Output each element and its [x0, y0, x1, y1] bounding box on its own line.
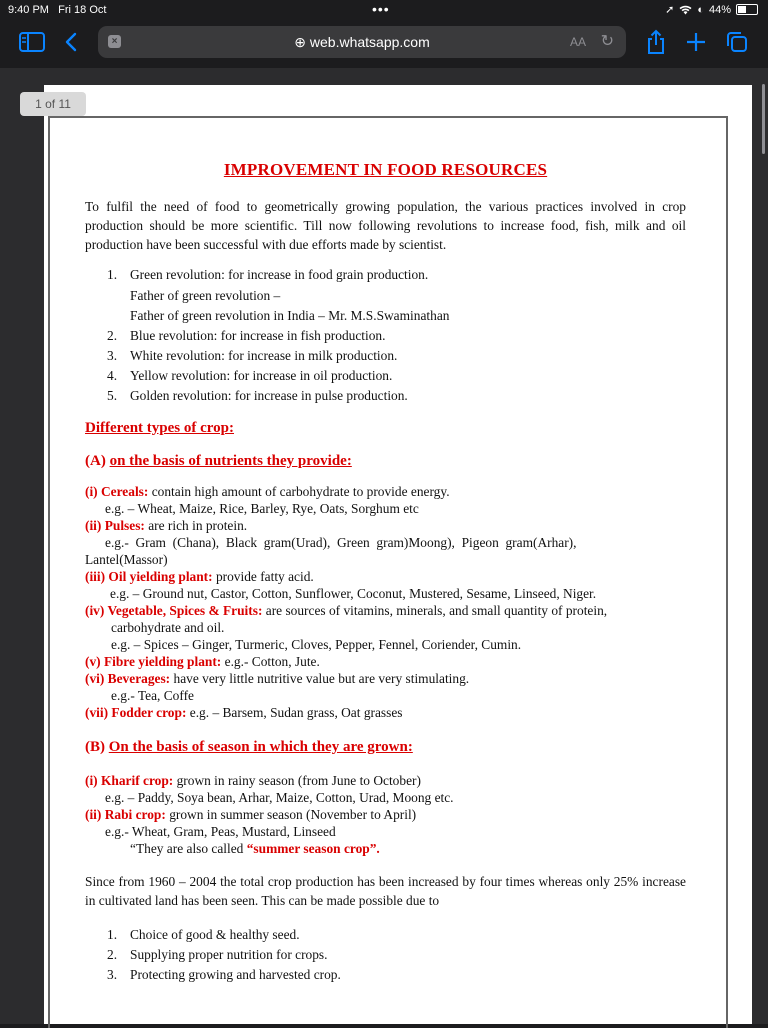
address-bar[interactable]	[98, 26, 626, 58]
intro-paragraph: To fulfil the need of food to geometrically growing population, the various practices involved in crop production should be more scientific. Till now following revolutions to increase food, fish, milk and oil production have been successful with due efforts made by scientist.	[85, 198, 686, 252]
sidebar-icon[interactable]	[19, 32, 45, 52]
list-item: 5. Golden revolution: for increase in pulse production.	[107, 388, 408, 403]
fodder-line: (vii) Fodder crop: e.g. – Barsem, Sudan grass, Oat grasses	[85, 705, 403, 720]
beverages-example: e.g.- Tea, Coffe	[111, 688, 194, 703]
rabi-line: (ii) Rabi crop: grown in summer season (November to April)	[85, 806, 417, 822]
fibre-line: (v) Fibre yielding plant: e.g.- Cotton, Jute.	[85, 654, 320, 669]
battery-percent: 44%	[708, 3, 731, 16]
back-icon[interactable]	[64, 32, 78, 52]
scrollbar[interactable]	[762, 84, 765, 154]
doc-title: IMPROVEMENT IN FOOD RESOURCES	[223, 160, 548, 179]
cereals-example: e.g. – Wheat, Maize, Rice, Barley, Rye, Oats, Sorghum etc	[105, 501, 419, 516]
reasons-list	[85, 925, 686, 985]
beverages-line: (vi) Beverages: have very little nutritive value but are very stimulating.	[85, 671, 470, 686]
location-icon: ➚	[665, 4, 675, 16]
veg-example: e.g. – Spices – Ginger, Turmeric, Cloves, Pepper, Fennel, Coriender, Cumin.	[111, 637, 522, 652]
rabi-note: “They are also called “summer season crop”.	[130, 840, 380, 856]
wifi-icon	[679, 5, 692, 15]
document-content	[85, 162, 686, 985]
pulses-example: e.g.- Gram (Chana), Black gram(Urad), Green gram)Moong), Pigeon gram(Arhar),	[105, 535, 577, 550]
pulses-example-cont: Lantel(Massor)	[85, 552, 168, 567]
tabs-overview-icon[interactable]	[726, 31, 748, 53]
revolutions-list	[85, 267, 686, 284]
globe-icon: ⊕	[294, 34, 306, 50]
pulses-line: (ii) Pulses: are rich in protein.	[85, 518, 248, 533]
page-indicator: 1 of 11	[20, 92, 86, 116]
section-b-heading: (B) On the basis of season in which they are grown:	[85, 739, 413, 755]
oil-example: e.g. – Ground nut, Castor, Cotton, Sunflower, Coconut, Mustered, Sesame, Linseed, Niger.	[110, 586, 597, 601]
text-size-button[interactable]: AA	[569, 35, 586, 49]
status-time: 9:40 PM Fri 18 Oct	[8, 4, 107, 16]
season-list	[85, 772, 686, 857]
reload-icon[interactable]: ↻	[600, 33, 614, 50]
status-bar	[0, 0, 768, 20]
kharif-example: e.g. – Paddy, Soya bean, Arhar, Maize, Cotton, Urad, Moong etc.	[105, 789, 454, 805]
list-item: 3. Protecting growing and harvested crop.	[107, 966, 341, 982]
share-icon[interactable]	[646, 29, 666, 55]
multitasking-dots[interactable]: •••	[372, 1, 390, 17]
status-right	[665, 3, 758, 16]
list-item: 1. Choice of good & healthy seed.	[107, 926, 300, 942]
list-item: 2. Blue revolution: for increase in fish production.	[107, 328, 386, 343]
crop-types-heading: Different types of crop:	[85, 420, 234, 436]
rev-1-sub1: Father of green revolution –	[130, 288, 281, 303]
rev-1-sub2: Father of green revolution in India – Mr. M.S.Swaminathan	[130, 308, 450, 323]
url-text[interactable]: ⊕ web.whatsapp.com	[294, 34, 430, 50]
veg-line: (iv) Vegetable, Spices & Fruits: are sources of vitamins, minerals, and small quantity of protein,	[85, 603, 608, 618]
rabi-example: e.g.- Wheat, Gram, Peas, Mustard, Linseed	[105, 823, 336, 839]
close-tab-icon[interactable]: ×	[108, 35, 121, 48]
battery-icon	[736, 4, 758, 15]
section-a-heading: (A) on the basis of nutrients they provide:	[85, 452, 352, 469]
list-item: 3. White revolution: for increase in milk production.	[107, 348, 398, 363]
browser-toolbar	[0, 20, 768, 68]
list-item: 4. Yellow revolution: for increase in oil production.	[107, 368, 393, 383]
revolutions-list-cont	[85, 326, 686, 406]
cereals-line: (i) Cereals: contain high amount of carbohydrate to provide energy.	[85, 484, 450, 499]
oil-line: (iii) Oil yielding plant: provide fatty acid.	[85, 569, 314, 584]
veg-line-cont: carbohydrate and oil.	[111, 620, 225, 635]
nutrients-list	[85, 483, 686, 721]
list-item: 2. Supplying proper nutrition for crops.	[107, 946, 328, 962]
moon-icon: ◐	[697, 3, 704, 16]
new-tab-icon[interactable]	[686, 32, 706, 52]
list-item: 1. Green revolution: for increase in food grain production.	[107, 266, 429, 282]
kharif-line: (i) Kharif crop: grown in rainy season (from June to October)	[85, 772, 421, 788]
production-paragraph: Since from 1960 – 2004 the total crop production has been increased by four times whereas only 25% increase in cultivated land has been seen. This can be made possible due to	[85, 873, 686, 908]
